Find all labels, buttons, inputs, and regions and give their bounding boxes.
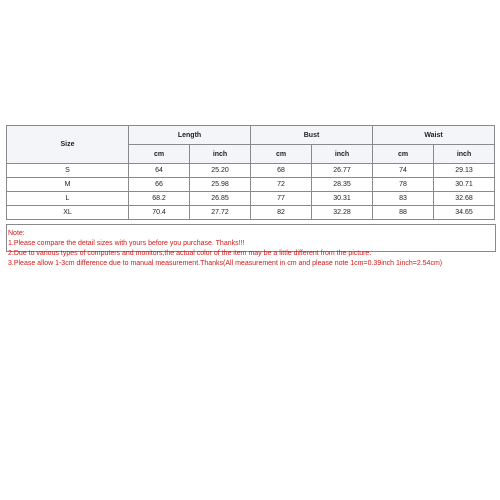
unit-header-length-cm: cm [129,145,190,164]
size-cell: L [7,192,129,206]
unit-header-waist-inch: inch [434,145,495,164]
bust-cm-cell: 82 [251,206,312,220]
length-inch-cell: 25.98 [190,178,251,192]
bust-cm-cell: 77 [251,192,312,206]
note-line-3: 3.Please allow 1-3cm difference due to manual measurement.Thanks(All measurement in cm and please note 1cm=0.39inch 1inch=2.54cm) [8,260,443,267]
unit-header-bust-inch: inch [312,145,373,164]
size-cell: S [7,164,129,178]
length-inch-cell: 26.85 [190,192,251,206]
length-cm-cell: 68.2 [129,192,190,206]
length-cm-cell: 66 [129,178,190,192]
size-column-header: Size [7,126,129,164]
bust-cm-cell: 68 [251,164,312,178]
size-cell: XL [7,206,129,220]
size-cell: M [7,178,129,192]
waist-cm-cell: 74 [373,164,434,178]
bust-inch-cell: 30.31 [312,192,373,206]
length-inch-cell: 25.20 [190,164,251,178]
bust-inch-cell: 32.28 [312,206,373,220]
length-group-header: Length [129,126,251,145]
waist-inch-cell: 34.65 [434,206,495,220]
waist-cm-cell: 78 [373,178,434,192]
unit-header-length-inch: inch [190,145,251,164]
table-row [7,192,495,206]
unit-header-bust-cm: cm [251,145,312,164]
note-line-2: 2.Due to various types of computers and monitors,the actual color of the item may be a little different from the picture. [8,250,372,257]
notes-box [6,224,496,267]
waist-cm-cell: 83 [373,192,434,206]
notes-title: Note: [8,230,25,237]
waist-cm-cell: 88 [373,206,434,220]
bust-group-header: Bust [251,126,373,145]
bust-cm-cell: 72 [251,178,312,192]
size-chart-table [6,125,495,220]
waist-inch-cell: 32.68 [434,192,495,206]
bust-inch-cell: 28.35 [312,178,373,192]
header-row-groups [7,126,495,145]
bust-inch-cell: 26.77 [312,164,373,178]
note-line-1: 1.Please compare the detail sizes with yours before you purchase. Thanks!!! [8,240,245,247]
table-row [7,206,495,220]
table-row [7,178,495,192]
length-cm-cell: 70.4 [129,206,190,220]
waist-inch-cell: 30.71 [434,178,495,192]
length-cm-cell: 64 [129,164,190,178]
table-row [7,164,495,178]
length-inch-cell: 27.72 [190,206,251,220]
waist-group-header: Waist [373,126,495,145]
unit-header-waist-cm: cm [373,145,434,164]
waist-inch-cell: 29.13 [434,164,495,178]
